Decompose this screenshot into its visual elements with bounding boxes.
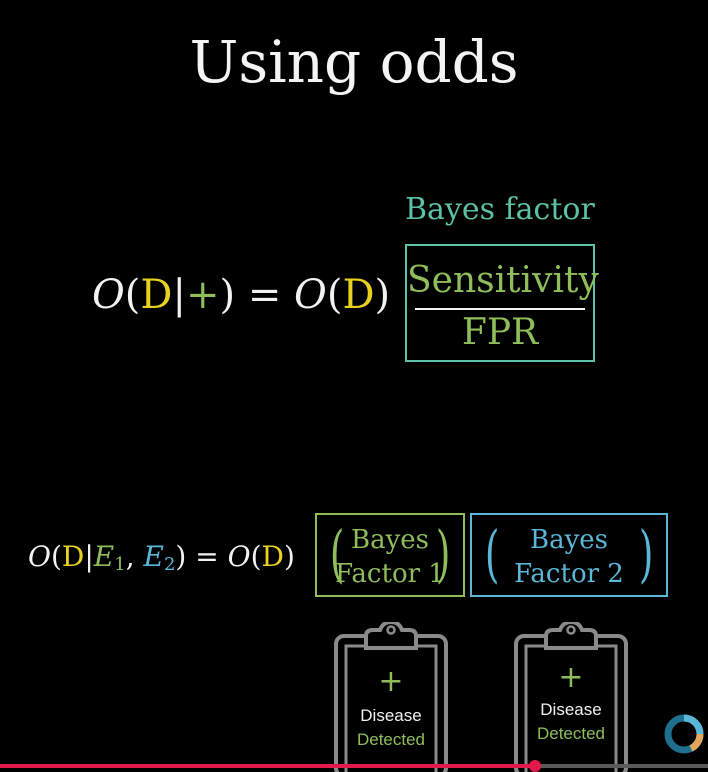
eq2-rhs-disease: D bbox=[261, 540, 284, 573]
eq1-equals: = bbox=[247, 272, 282, 318]
loading-spinner-icon bbox=[663, 713, 705, 755]
bayes-factor-label: Bayes factor bbox=[405, 192, 595, 227]
clipboard2-line2: Detected bbox=[536, 724, 606, 743]
eq2-evidence-1: $E_1$ bbox=[93, 540, 126, 575]
clipboard1-text bbox=[333, 704, 449, 752]
eq2-rhs-open-paren: ( bbox=[250, 540, 262, 573]
eq2-equals: = bbox=[195, 540, 219, 573]
eq2-rhs-close-paren: ) bbox=[284, 540, 295, 573]
eq1-rhs-open-paren: ( bbox=[326, 272, 343, 318]
eq2-bar: | bbox=[84, 540, 94, 573]
progress-played[interactable] bbox=[0, 764, 535, 768]
factor2-right-paren: ) bbox=[638, 517, 654, 590]
factor1-right-paren: ) bbox=[435, 517, 451, 590]
eq1-disease: D bbox=[140, 272, 173, 318]
factor1-left-paren: ( bbox=[329, 517, 345, 590]
equation-odds-given-positive bbox=[92, 272, 390, 318]
factor2-left-paren: ( bbox=[484, 517, 500, 590]
clipboard2-line1: Disease bbox=[540, 700, 602, 719]
eq1-rhs-odds-symbol: O bbox=[294, 272, 327, 318]
clipboard1-plus: + bbox=[378, 664, 404, 699]
eq1-rhs-close-paren: ) bbox=[374, 272, 391, 318]
clipboard1-line2: Detected bbox=[356, 730, 426, 749]
factor2-text bbox=[472, 523, 666, 591]
eq1-bar: | bbox=[172, 272, 186, 318]
equation-odds-given-two-evidence bbox=[28, 540, 295, 575]
slide-title: Using odds bbox=[189, 28, 519, 96]
eq2-rhs-odds-symbol: O bbox=[227, 540, 251, 573]
eq2-comma: , bbox=[125, 540, 135, 573]
bayes-factor-2-box bbox=[470, 513, 668, 597]
factor2-line2: Factor 2 bbox=[514, 559, 624, 589]
eq2-odds-symbol: O bbox=[28, 540, 51, 573]
factor1-line1: Bayes bbox=[350, 525, 430, 555]
clipboard-test-2 bbox=[513, 622, 629, 772]
clipboard1-line1: Disease bbox=[360, 706, 422, 725]
sensitivity-numerator: Sensitivity bbox=[407, 260, 599, 301]
eq1-odds-symbol: O bbox=[92, 272, 125, 318]
bayes-factor-box bbox=[405, 244, 599, 362]
factor2-line1: Bayes bbox=[529, 525, 609, 555]
progress-scrubber[interactable] bbox=[529, 760, 541, 772]
eq1-open-paren: ( bbox=[124, 272, 141, 318]
fraction-line bbox=[415, 308, 585, 310]
clipboard2-text bbox=[513, 698, 629, 746]
eq2-disease: D bbox=[61, 540, 85, 573]
eq1-positive: + bbox=[185, 272, 220, 318]
clipboard-icon bbox=[513, 622, 629, 772]
clipboard2-plus: + bbox=[558, 660, 584, 695]
eq2-open-paren: ( bbox=[50, 540, 62, 573]
factor1-line2: Factor 1 bbox=[335, 559, 445, 589]
eq1-rhs-disease: D bbox=[342, 272, 375, 318]
eq2-evidence-2: $E_2$ bbox=[143, 540, 176, 575]
bayes-factor-1-box bbox=[315, 513, 465, 597]
eq2-close-paren: ) bbox=[175, 540, 187, 573]
eq1-close-paren: ) bbox=[219, 272, 236, 318]
fpr-denominator: FPR bbox=[461, 312, 539, 353]
clipboard-test-1 bbox=[333, 622, 449, 772]
